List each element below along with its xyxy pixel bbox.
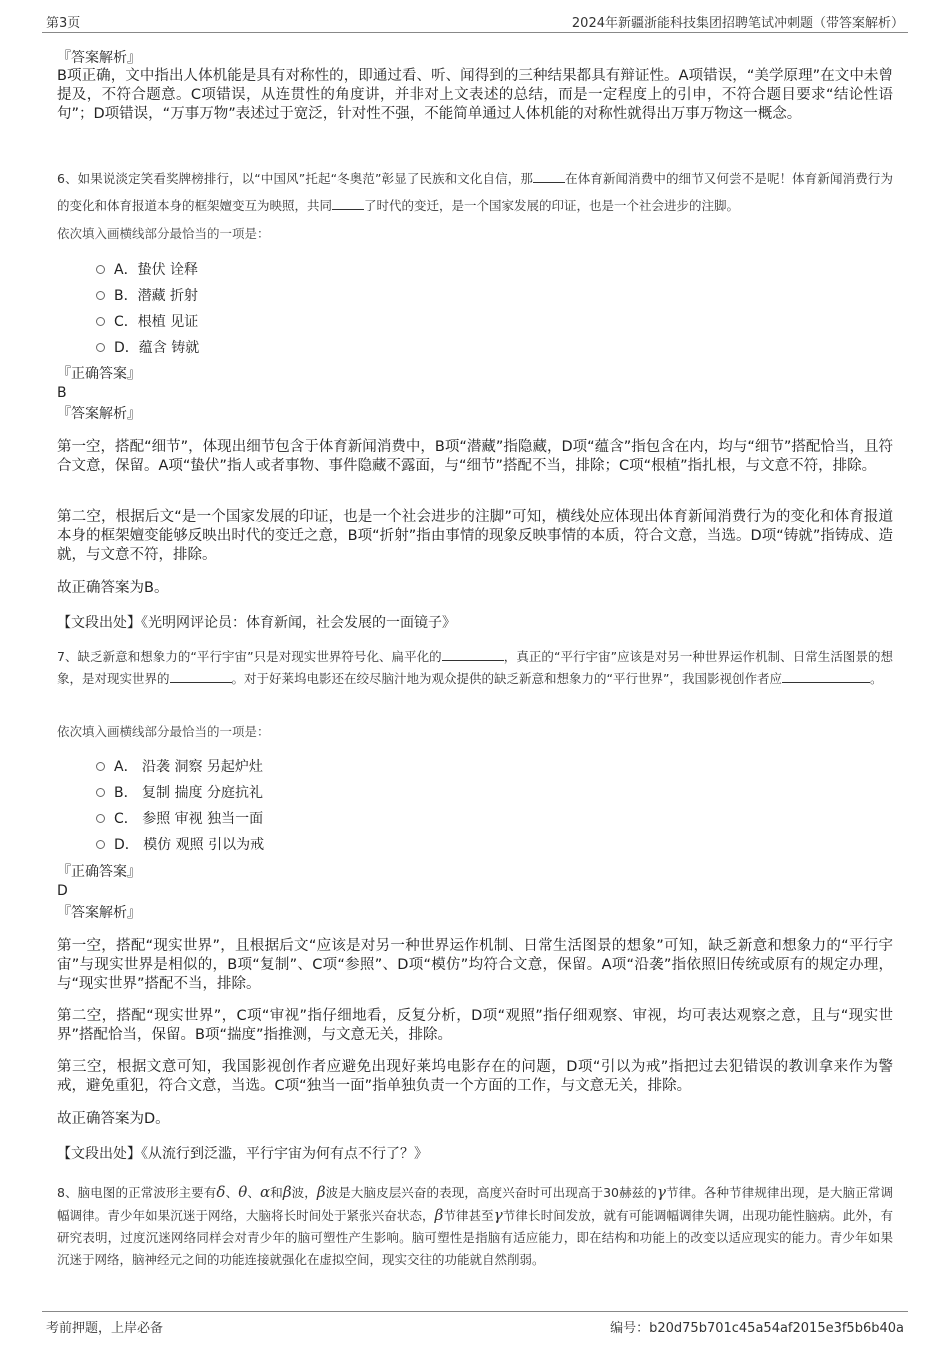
question-7-stem: 7、缺乏新意和想象力的“平行宇宙”只是对现实世界符号化、扁平化的 ，真正的“平行宇宙”应该是对另一种世界运作机制、日常生活图景的想象，是对现实世界的 。对于好莱坞电影还在绞尽脑汁地为观众提供的缺乏新意和想象力的“平行世界”，我国影视创作者应 。 [57, 646, 893, 690]
blank-2 [170, 668, 232, 683]
footer-slogan: 考前押题，上岸必备 [46, 1321, 164, 1336]
blank-1 [442, 646, 504, 661]
option-a[interactable]: A． 沿袭 洞察 另起炉灶 [96, 753, 264, 779]
question-7-analysis-2: 第二空，搭配“现实世界”，C项“审视”指仔细地看，反复分析，D项“观照”指仔细观察、审视，均可表达观察之意，且与“现实世界”搭配恰当，保留。B项“揣度”指推测，与文意无关，排除。 [57, 1008, 893, 1043]
page-footer [42, 1311, 908, 1340]
question-6-prompt: 依次填入画横线部分最恰当的一项是： [57, 226, 270, 241]
beta-symbol: β [434, 1206, 444, 1224]
beta-symbol: β [316, 1183, 326, 1201]
question-6-source: 【文段出处】《光明网评论员：体育新闻，社会发展的一面镜子》 [57, 615, 456, 631]
question-7-conclusion: 故正确答案为D。 [57, 1111, 170, 1127]
question-6-answer-label: 『正确答案』 [57, 366, 141, 382]
question-6-analysis-2: 第二空，根据后文“是一个国家发展的印证，也是一个社会进步的注脚”可知，横线处应体现出体育新闻消费行为的变化和体育报道本身的框架嬗变能够反映出时代的变迁之意，B项“折射”指由事情的现象反映事情的本质，符合文意，当选。D项“铸就”指铸成、造就，与文意不符，排除。 [57, 509, 893, 563]
blank-2 [332, 195, 364, 210]
question-6-stem: 6、如果说淡定笑看奖牌榜排行，以“中国风”托起“冬奥范”彰显了民族和文化自信，那 在体育新闻消费中的细节又何尝不是呢！体育新闻消费行为的变化和体育报道本身的框架嬗变互为映照，共同 了时代的变迁，是一个国家发展的印证，也是一个社会进步的注脚。 [57, 165, 893, 219]
question-7-analysis-3: 第三空，根据文意可知，我国影视创作者应避免出现好莱坞电影存在的问题，D项“引以为戒”指把过去犯错误的教训拿来作为警戒，避免重犯，符合文意，当选。C项“独当一面”指单独负责一个方面的工作，与文意无关，排除。 [57, 1059, 893, 1094]
question-7-answer: D [57, 883, 68, 899]
radio-icon[interactable] [96, 814, 105, 823]
question-6-conclusion: 故正确答案为B。 [57, 580, 169, 596]
radio-icon[interactable] [96, 343, 105, 352]
option-a[interactable]: A．蛰伏 诠释 [96, 256, 199, 282]
prev-analysis-label: 『答案解析』 [57, 50, 141, 66]
radio-icon[interactable] [96, 840, 105, 849]
question-7-answer-label: 『正确答案』 [57, 864, 141, 880]
question-6-analysis-label: 『答案解析』 [57, 406, 141, 422]
question-7-source: 【文段出处】《从流行到泛滥，平行宇宙为何有点不行了？》 [57, 1146, 428, 1162]
radio-icon[interactable] [96, 265, 105, 274]
option-c[interactable]: C．根植 见证 [96, 308, 199, 334]
question-7-analysis-1: 第一空，搭配“现实世界”，且根据后文“应该是对另一种世界运作机制、日常生活图景的想象”可知，缺乏新意和想象力的“平行宇宙”与现实世界是相似的，B项“复制”、C项“参照”、D项“模仿”均符合文意，保留。A项“沿袭”指依照旧传统或原有的规定办理，与“现实世界”搭配不当，排除。 [57, 938, 893, 992]
option-b[interactable]: B． 复制 揣度 分庭抗礼 [96, 779, 264, 805]
option-c[interactable]: C． 参照 审视 独当一面 [96, 805, 264, 831]
question-6-answer: B [57, 385, 67, 401]
question-6-options [96, 256, 199, 360]
radio-icon[interactable] [96, 788, 105, 797]
page-header [42, 10, 908, 33]
delta-symbol: δ [216, 1183, 226, 1201]
radio-icon[interactable] [96, 317, 105, 326]
question-7-options [96, 753, 264, 857]
radio-icon[interactable] [96, 291, 105, 300]
radio-icon[interactable] [96, 762, 105, 771]
blank-1 [533, 168, 565, 183]
gamma-symbol: γ [656, 1183, 666, 1201]
theta-symbol: θ [238, 1183, 248, 1201]
document-code: 编号：b20d75b701c45a54af2015e3f5b6b40a [610, 1321, 904, 1336]
prev-analysis-text: B项正确，文中指出人体机能是具有对称性的，即通过看、听、闻得到的三种结果都具有辩证性。A项错误，“美学原理”在文中未曾提及，不符合题意。C项错误，从连贯性的角度讲，并非对上文表述的总结，而是一定程度上的引申，不符合题目要求“结论性语句”；D项错误，“万事万物”表述过于宽泛，针对性不强，不能简单通过人体机能的对称性就得出万事万物这一概念。 [57, 68, 893, 122]
beta-symbol: β [282, 1183, 292, 1201]
page-number: 第3页 [46, 16, 81, 31]
blank-3 [782, 668, 870, 683]
alpha-symbol: α [259, 1183, 271, 1201]
option-b[interactable]: B．潜藏 折射 [96, 282, 199, 308]
gamma-symbol: γ [493, 1206, 503, 1224]
option-d[interactable]: D．蕴含 铸就 [96, 334, 199, 360]
question-8-stem: 8、脑电图的正常波形主要有δ、θ、α和β波，β波是大脑皮层兴奋的表现，高度兴奋时可出现高于30赫兹的γ节律。各种节律规律出现，是大脑正常调幅调律。青少年如果沉迷于网络，大脑将长时间处于紧张兴奋状态，β节律甚至γ节律长时间发放，就有可能调幅调律失调，出现功能性脑病。此外，有研究表明，过度沉迷网络同样会对青少年的脑可塑性产生影响。脑可塑性是指脑有适应能力，即在结构和功能上的改变以适应现实的能力。青少年如果沉迷于网络，脑神经元之间的功能连接就强化在虚拟空间，现实交往的功能就自然削弱。 [57, 1183, 893, 1267]
question-7-analysis-label: 『答案解析』 [57, 905, 141, 921]
document-title: 2024年新疆浙能科技集团招聘笔试冲刺题（带答案解析） [571, 16, 904, 31]
option-d[interactable]: D． 模仿 观照 引以为戒 [96, 831, 264, 857]
question-6-analysis-1: 第一空，搭配“细节”，体现出细节包含于体育新闻消费中，B项“潜藏”指隐藏，D项“蕴含”指包含在内，均与“细节”搭配恰当，且符合文意，保留。A项“蛰伏”指人或者事物、事件隐藏不露面，与“细节”搭配不当，排除；C项“根植”指扎根，与文意不符，排除。 [57, 439, 893, 474]
question-7-prompt: 依次填入画横线部分最恰当的一项是： [57, 724, 270, 739]
